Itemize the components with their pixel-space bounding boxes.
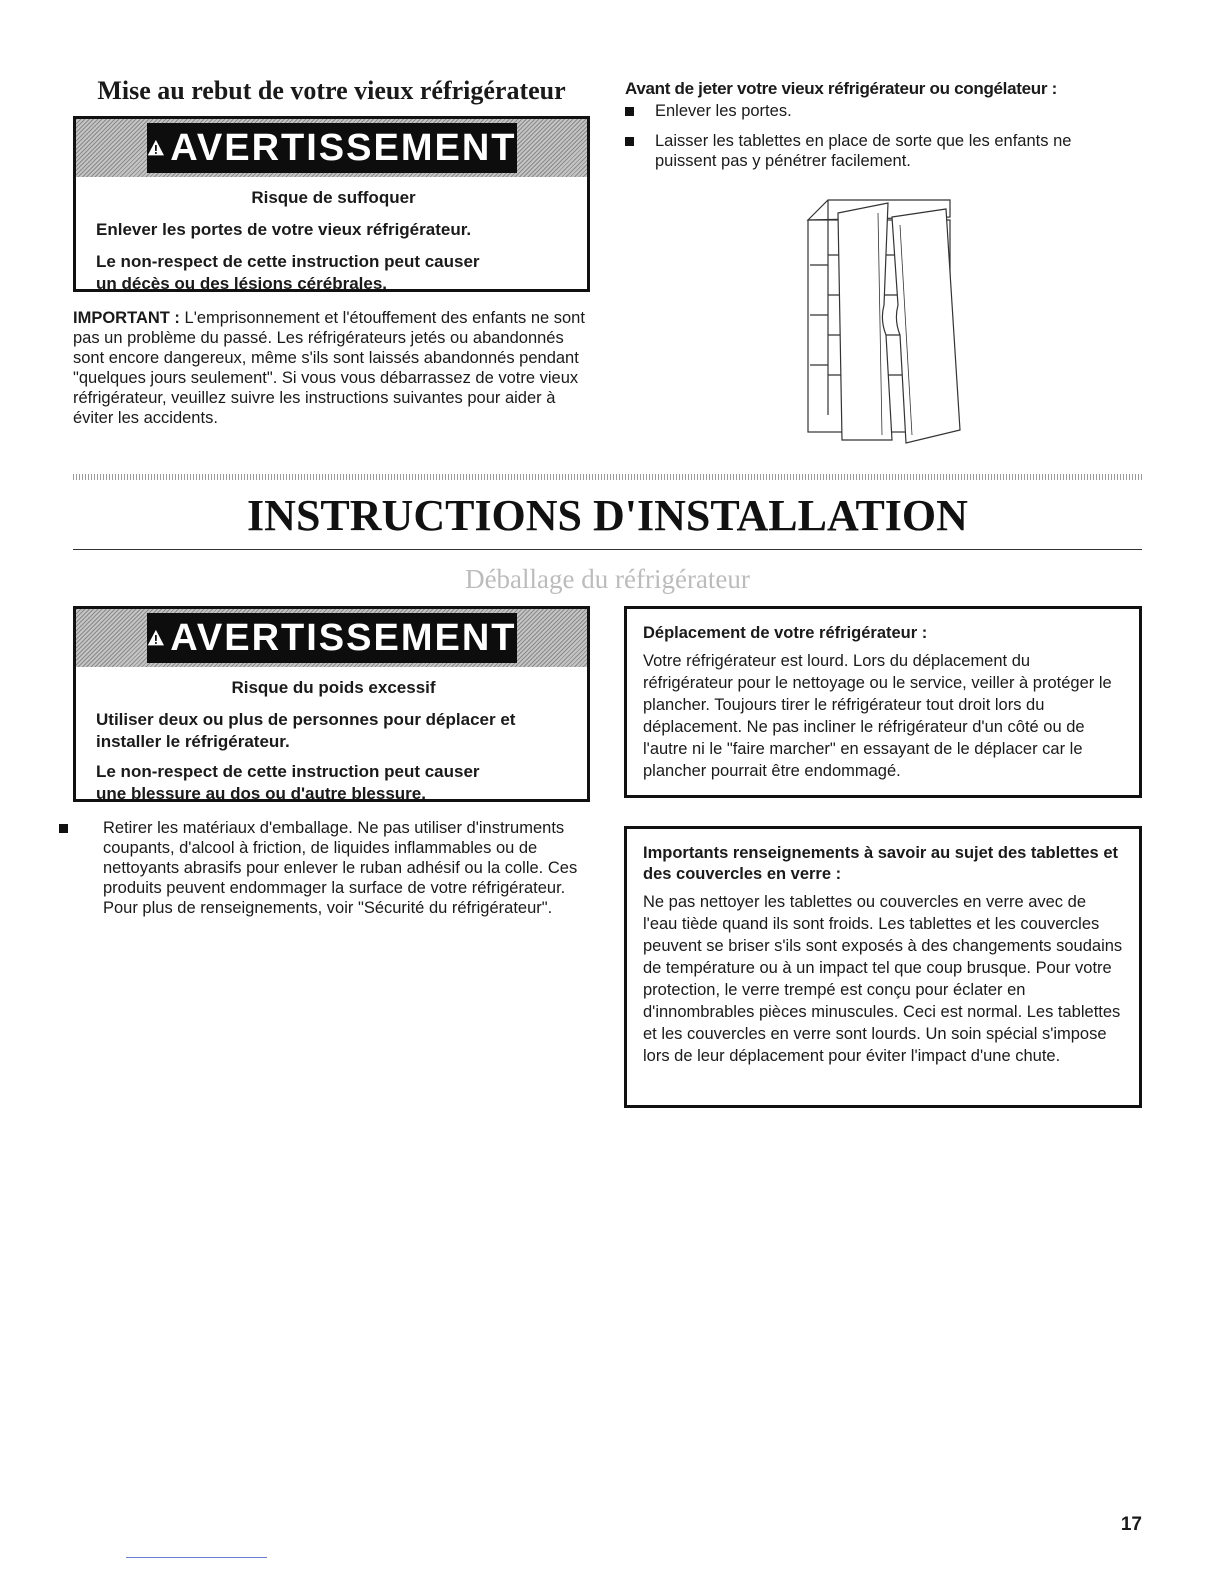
suffocation-warning-box xyxy=(73,116,590,292)
important-paragraph xyxy=(73,308,591,428)
bullet-square-icon xyxy=(625,107,634,116)
weight-warning-box xyxy=(73,606,590,802)
unpack-steps-list xyxy=(57,818,587,918)
moving-box-text: Votre réfrigérateur est lourd. Lors du déplacement du réfrigérateur pour le nettoyage ou le service, veiller à protéger le plancher. Toujours tirer le réfrigérateur tout droit lors du déplacement. Ne pas incliner le réfrigérateur d'un côté ou de l'autre ni le "faire marcher" en essayant de le déplacer car le plancher pourrait être endommagé. xyxy=(643,652,1112,780)
glass-box-text: Ne pas nettoyer les tablettes ou couvercles en verre avec de l'eau tiède quand ils sont froids. Les tablettes et les couvercles peuvent se briser s'ils sont exposés à des changements soudains de température ou à un impact tel que coup brusque. Pour votre protection, le verre trempé est conçu pour éclater en d'innombrables pièces minuscules. Ceci est normal. Les tablettes et les couvercles en verre sont lourds. Un soin spécial s'impose lors de leur déplacement pour éviter l'impact d'une chute. xyxy=(643,893,1123,1065)
warning-banner xyxy=(76,119,587,177)
warning-risk: Risque de suffoquer xyxy=(251,188,416,207)
title-underline xyxy=(73,549,1142,550)
glass-box-title: Importants renseignements à savoir au sujet des tablettes et des couvercles en verre : xyxy=(643,844,1118,883)
warning-instruction: Enlever les portes de votre vieux réfrigérateur. xyxy=(96,220,472,239)
warning-triangle-icon xyxy=(147,137,165,159)
warning-instruction: Utiliser deux ou plus de personnes pour déplacer et installer le réfrigérateur. xyxy=(96,710,516,751)
bullet-square-icon xyxy=(625,137,634,146)
important-label: IMPORTANT : xyxy=(73,309,180,327)
warning-banner-label: AVERTISSEMENT xyxy=(170,616,517,659)
warning-consequence-line-1: Le non-respect de cette instruction peut causer xyxy=(96,252,480,271)
page-title: INSTRUCTIONS D'INSTALLATION xyxy=(247,491,968,540)
section-divider xyxy=(73,474,1142,480)
moving-refrigerator-box xyxy=(624,606,1142,798)
warning-triangle-icon xyxy=(147,627,165,649)
warning-consequence-line-2: une blessure au dos ou d'autre blessure. xyxy=(96,784,426,803)
important-text: L'emprisonnement et l'étouffement des enfants ne sont pas un problème du passé. Les réfrigérateurs jetés ou abandonnés sont encore dangereux, même s'ils sont laissés abandonnés pendant "quelques jours seulement". Si vous vous débarrassez de votre vieux réfrigérateur, veuillez suivre les instructions suivantes pour aider à éviter les accidents. xyxy=(73,309,585,427)
disposal-heading: Mise au rebut de votre vieux réfrigérateur xyxy=(97,76,566,105)
moving-box-title: Déplacement de votre réfrigérateur : xyxy=(643,624,928,642)
warning-banner xyxy=(76,609,587,667)
list-item-text: Laisser les tablettes en place de sorte que les enfants ne puissent pas y pénétrer facilement. xyxy=(655,132,1072,170)
list-item-text: Retirer les matériaux d'emballage. Ne pas utiliser d'instruments coupants, d'alcool à friction, de liquides inflammables ou de nettoyants abrasifs pour enlever le ruban adhésif ou la colle. Ces produits peuvent endommager la surface de votre réfrigérateur. Pour plus de renseignements, voir "Sécurité du réfrigérateur". xyxy=(103,819,578,917)
refrigerator-doors-removed-illustration xyxy=(800,195,970,450)
disposal-steps-list xyxy=(623,101,1123,171)
before-disposal-heading: Avant de jeter votre vieux réfrigérateur ou congélateur : xyxy=(625,79,1057,98)
footer-rule xyxy=(126,1557,267,1558)
section-subtitle: Déballage du réfrigérateur xyxy=(465,564,750,594)
warning-consequence-line-1: Le non-respect de cette instruction peut causer xyxy=(96,762,480,781)
list-item-text: Enlever les portes. xyxy=(655,102,792,120)
list-item xyxy=(57,818,587,918)
warning-banner-label: AVERTISSEMENT xyxy=(170,126,517,169)
list-item xyxy=(623,101,1123,121)
warning-consequence-line-2: un décès ou des lésions cérébrales. xyxy=(96,274,388,293)
bullet-square-icon xyxy=(59,824,68,833)
list-item xyxy=(623,131,1123,171)
glass-shelves-box xyxy=(624,826,1142,1108)
page-number: 17 xyxy=(1120,1514,1142,1535)
warning-risk: Risque du poids excessif xyxy=(231,678,436,697)
